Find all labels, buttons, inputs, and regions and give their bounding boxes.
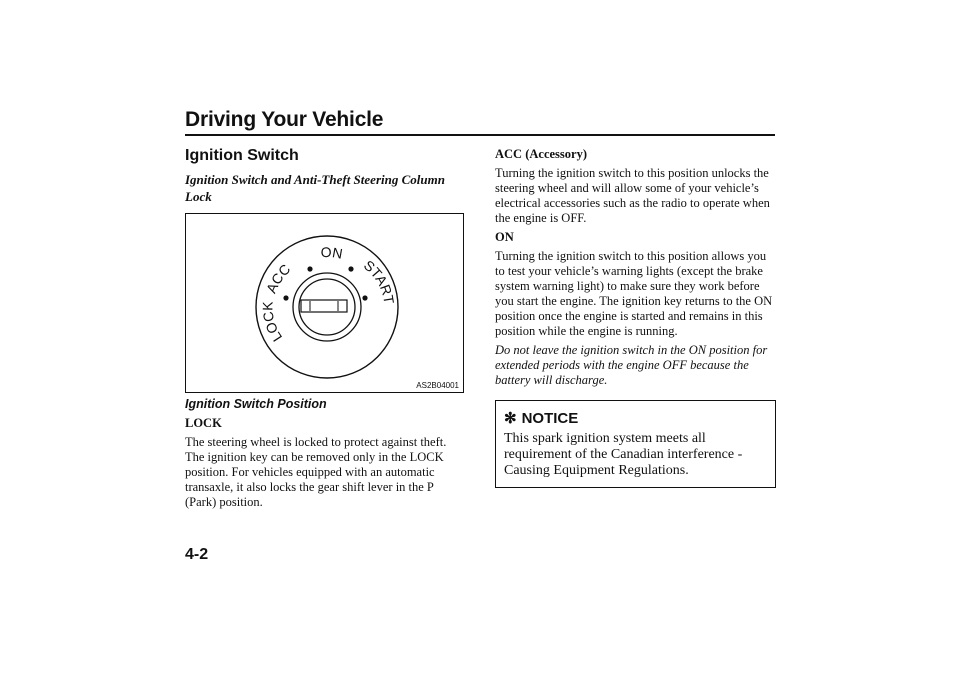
notice-star-icon: ✻ <box>504 410 517 427</box>
key-slot <box>301 300 347 312</box>
ignition-switch-icon <box>186 214 465 394</box>
figure-caption: Ignition Switch Position <box>185 397 327 411</box>
on-warning-note: Do not leave the ignition switch in the ON position for extended periods with the engine OFF because the battery will discharge. <box>495 343 768 387</box>
notice-heading <box>504 410 767 428</box>
page-number: 4-2 <box>185 546 209 563</box>
on-label: ON <box>320 243 344 262</box>
lock-description: The steering wheel is locked to protect against theft. The ignition key can be removed only in the LOCK position. For vehicles equipped with an automatic transaxle, it also locks the gear shift lever in the P (Park) position. <box>185 435 447 509</box>
acc-dot <box>307 266 312 271</box>
on-term: ON <box>495 230 514 244</box>
on-description: Turning the ignition switch to this position allows you to test your vehicle’s warning lights (except the brake system warning light) to make sure they work before you start the engine. The ignition key returns to the ON position once the engine is started and remains in this position while the engine is running. <box>495 249 773 338</box>
lock-dot <box>283 295 288 300</box>
start-label: START <box>360 256 398 305</box>
on-dot <box>348 266 353 271</box>
lock-label: LOCK <box>259 301 286 345</box>
chapter-title: Driving Your Vehicle <box>185 108 384 131</box>
left-column <box>185 146 465 510</box>
ignition-figure <box>185 213 464 393</box>
start-dot <box>362 295 367 300</box>
sub-title: Ignition Switch and Anti-Theft Steering Column Lock <box>185 172 445 204</box>
acc-term: ACC (Accessory) <box>495 147 587 161</box>
right-column <box>495 147 777 488</box>
notice-text: This spark ignition system meets all requirement of the Canadian interference - Causing Equipment Regulations. <box>504 431 743 478</box>
lock-term: LOCK <box>185 416 222 430</box>
section-title: Ignition Switch <box>185 147 299 164</box>
acc-label: ACC <box>262 260 294 296</box>
acc-description: Turning the ignition switch to this position unlocks the steering wheel and will allow some of your vehicle’s electrical accessories such as the radio to operate when the engine is OFF. <box>495 166 770 225</box>
header-rule <box>185 134 775 136</box>
notice-title: NOTICE <box>521 410 579 427</box>
notice-box <box>495 400 776 488</box>
figure-code: AS2B04001 <box>416 381 459 390</box>
